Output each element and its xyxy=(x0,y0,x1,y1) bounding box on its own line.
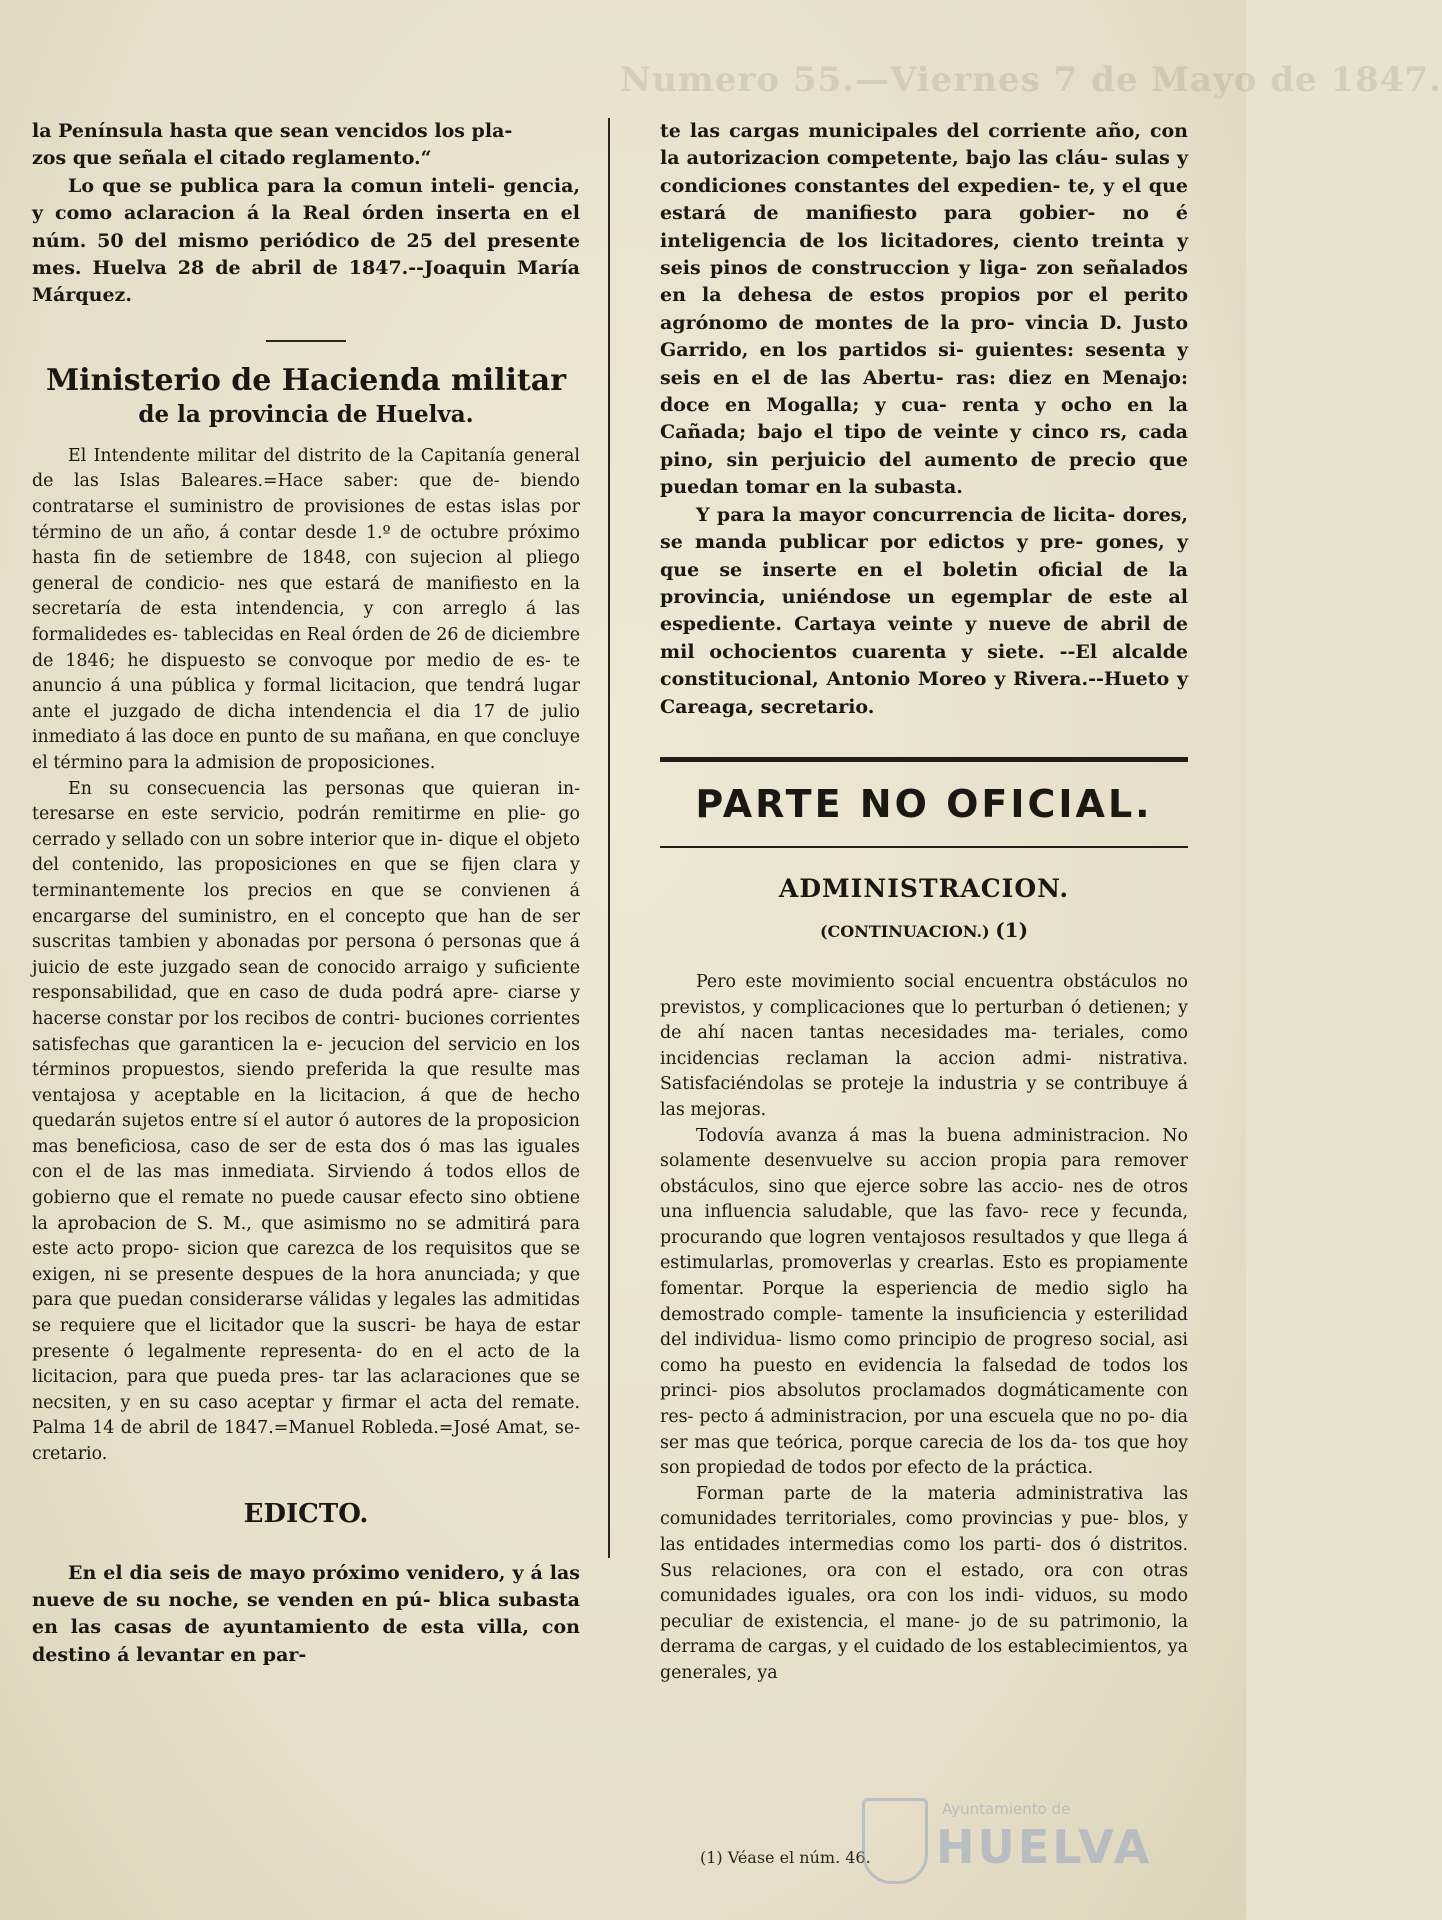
admin-paragraph-2: Todovía avanza á mas la buena administracion. No solamente desenvuelve su accion propia para remover obstáculos, sino que ejerce sobre las accio- nes de otros una influencia saludable, que las favo- rece y fecunda, procurando que logren ventajosos resultados y que llega á estimularlas, promoverlas y crearlas. Esto es propiamente fomentar. Porque la esperiencia de medio siglo ha demostrado comple- tamente la insuficiencia y esterilidad del individua- lismo como principio de progreso social, asi como ha puesto en evidencia la falsedad de todos los princi- pios absolutos proclamados dogmáticamente con res- pecto á administracion, por una escuela que no po- dia ser mas que teórica, porque carecia de los da- tos que hoy son propiedad de todos por efecto de la práctica. xyxy=(660,1125,1188,1479)
column-divider xyxy=(608,118,610,1558)
admin-paragraph-1: Pero este movimiento social encuentra obstáculos no previstos, y complicaciones que lo perturban ó detienen; y de ahí nacen tantas necesidades ma- teriales, como incidencias reclaman la accion admi- nistrativa. Satisfaciéndolas se proteje la industria y se contribuye á las mejoras. xyxy=(660,971,1188,1120)
ministry-paragraph-2: En su consecuencia las personas que quieran in- teresarse en este servicio, podrán remitirme en plie- go cerrado y sellado con un sobre interior que in- dique el objeto del contenido, las proposiciones en que se fijen clara y terminantemente los precios en que se convienen á encargarse del suministro, en el concepto que han de ser suscritas tambien y abonadas por persona ó personas que á juicio de este juzgado sean de conocido arraigo y suficiente responsabilidad, que en caso de duda podrá apre- ciarse y hacerse constar por los recibos de contri- buciones corrientes satisfechas que garanticen la e- jecucion del servicio en los términos propuestos, siendo preferida la que resulte mas ventajosa y aceptable en la licitacion, á que de hecho quedarán sujetos entre sí el autor ó autores de la proposicion mas beneficiosa, caso de ser de esta dos ó mas las iguales con el de las mas inmediata. Sirviendo á todos ellos de gobierno que el remate no puede causar efecto sino obtiene la aprobacion de S. M., que asimismo no se admitirá para este acto propo- sicion que carezca de los requisitos que se exigen, ni se presente despues de la hora anunciada; y que para que puedan considerarse válidas y legales las admitidas se requiere que el licitador que la suscri- be haya de estar presente ó legalmente representa- do en el acto de la licitacion, para que pueda pres- tar las aclaraciones que se necsiten, y en su caso aceptar y firmar el acta del remate. Palma 14 de abril de 1847.=Manuel Robleda.=José Amat, se- cretario. xyxy=(32,778,580,1464)
left-column xyxy=(32,118,580,1669)
footnote-ref: (1) xyxy=(995,917,1029,942)
intro-line-1: la Península hasta que sean vencidos los pla- xyxy=(32,120,513,142)
watermark-small-text: Ayuntamiento de xyxy=(942,1800,1071,1818)
intro-paragraph: Lo que se publica para la comun inteli- gencia, y como aclaracion á la Real órden inserta en el núm. 50 del mismo periódico de 25 del presente mes. Huelva 28 de abril de 1847.--Joaquin María Márquez. xyxy=(32,174,580,307)
edicto-continuation: te las cargas municipales del corriente año, con la autorizacion competente, bajo las cláu- sulas y condiciones constantes del expedien- te, y el que estará de manifiesto para gobier- no é inteligencia de los licitadores, ciento treinta y seis pinos de construccion y liga- zon señalados en la dehesa de estos propios por el perito agrónomo de montes de la pro- vincia D. Justo Garrido, en los partidos si- guientes: sesenta y seis en el de las Abertu- ras: diez en Menajo: doce en Mogalla; y cua- renta y ocho en la Cañada; bajo el tipo de veinte y cinco rs, cada pino, sin perjuicio del aumento de precio que puedan tomar en la subasta. xyxy=(660,120,1188,499)
ministry-paragraph-1: El Intendente militar del distrito de la Capitanía general de las Islas Baleares.=Hace saber: que de- biendo contratarse el suministro de provisiones de estas islas por término de un año, á contar desde 1.º de octubre próximo hasta fin de setiembre de 1848, con sujecion al pliego general de condicio- nes que estará de manifiesto en la secretaría de esta intendencia, y con arreglo á las formalidedes es- tablecidas en Real órden de 26 de diciembre de 1846; he dispuesto se convoque por medio de es- te anuncio á una pública y formal licitacion, que tendrá lugar ante el juzgado de dicha intendencia el dia 17 de julio inmediato á las doce en punto de su mañana, en que concluye el término para la admision de proposiciones. xyxy=(32,445,580,773)
administracion-title: ADMINISTRACION. xyxy=(778,873,1070,903)
ministry-subtitle: de la provincia de Huelva. xyxy=(138,400,474,428)
coat-of-arms-icon xyxy=(862,1798,928,1884)
bleed-through-header: Numero 55.—Viernes 7 de Mayo de 1847. xyxy=(620,60,1442,100)
right-column xyxy=(660,118,1188,1687)
continuacion-text: (CONTINUACION.) xyxy=(819,921,990,941)
archive-watermark xyxy=(862,1786,1182,1906)
intro-line-2: zos que señala el citado reglamento.“ xyxy=(32,147,432,170)
admin-paragraph-3: Forman parte de la materia administrativa las comunidades territoriales, como provincias y pue- blos, y las entidades intermedias como los parti- dos ó distritos. Sus relaciones, ora con el estado, ora con otras comunidades iguales, ora con los indi- viduos, su modo peculiar de existencia, el mane- jo de su patrimonio, la derrama de cargas, y el cuidado de los establecimientos, ya generales, ya xyxy=(660,1483,1188,1683)
continuacion-label xyxy=(660,916,1188,946)
footnote: (1) Véase el núm. 46. xyxy=(700,1848,871,1867)
edicto-closing: Y para la mayor concurrencia de licita- dores, se manda publicar por edictos y pre- gones, y que se inserte en el boletin oficial de la provincia, uniéndose un egemplar de este al espediente. Cartaya veinte y nueve de abril de mil ochocientos cuarenta y siete. --El alcalde constitucional, Antonio Moreo y Rivera.--Hueto y Careaga, secretario. xyxy=(660,503,1188,718)
thick-rule xyxy=(660,757,1188,762)
parte-no-oficial-title: PARTE NO OFICIAL. xyxy=(695,781,1153,826)
watermark-big-text: HUELVA xyxy=(936,1820,1153,1874)
edicto-title: EDICTO. xyxy=(243,1498,369,1529)
edicto-paragraph: En el dia seis de mayo próximo venidero, y á las nueve de su noche, se venden en pú- blica subasta en las casas de ayuntamiento de esta villa, con destino á levantar en par- xyxy=(32,1561,580,1666)
thin-rule xyxy=(660,846,1188,848)
section-divider xyxy=(266,340,346,342)
ministry-title: Ministerio de Hacienda militar xyxy=(45,362,567,398)
